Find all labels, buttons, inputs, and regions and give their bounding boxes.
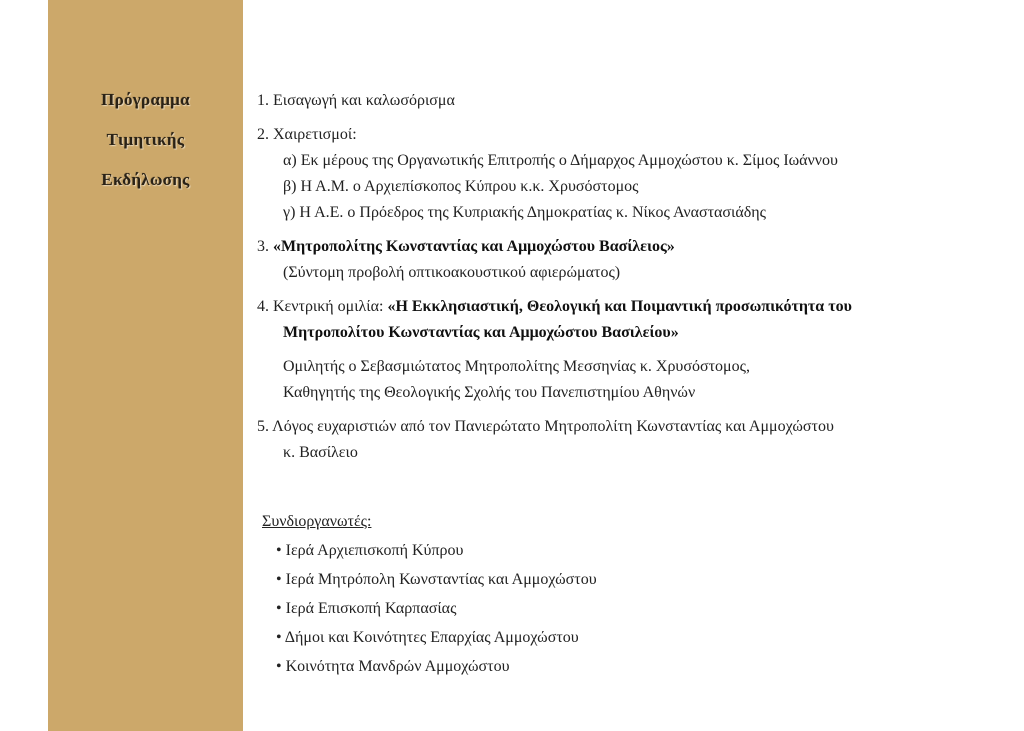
sidebar-title-line-3: Εκδήλωσης bbox=[101, 170, 190, 189]
program-item-2-title: 2. Χαιρετισμοί: bbox=[257, 126, 357, 143]
sidebar-title-line-1: Πρόγραμμα bbox=[101, 90, 190, 109]
organizers-section bbox=[262, 507, 597, 681]
program-item-4-speaker-2: Καθηγητής της Θεολογικής Σχολής του Πανεπιστημίου Αθηνών bbox=[283, 384, 696, 401]
program-item-3 bbox=[257, 234, 997, 286]
sidebar-title bbox=[48, 90, 243, 210]
program-item-4-title-2: Μητροπολίτου Κωνσταντίας και Αμμοχώστου Βασιλείου» bbox=[283, 324, 679, 341]
program-item-2 bbox=[257, 122, 997, 226]
program-item-5-line-2: κ. Βασίλειο bbox=[283, 444, 358, 461]
organizer-item: • Ιερά Επισκοπή Καρπασίας bbox=[276, 594, 597, 623]
greeting-a: α) Εκ μέρους της Οργανωτικής Επιτροπής ο Δήμαρχος Αμμοχώστου κ. Σίμος Ιωάννου bbox=[283, 152, 838, 169]
organizer-item: • Κοινότητα Μανδρών Αμμοχώστου bbox=[276, 652, 597, 681]
program-item-3-note: (Σύντομη προβολή οπτικοακουστικού αφιερώματος) bbox=[283, 264, 621, 281]
program-item-3-title: «Μητροπολίτης Κωνσταντίας και Αμμοχώστου Βασίλειος» bbox=[273, 238, 675, 255]
greeting-b: β) Η Α.Μ. ο Αρχιεπίσκοπος Κύπρου κ.κ. Χρυσόστομος bbox=[283, 178, 639, 195]
program-item-1: 1. Εισαγωγή και καλωσόρισμα bbox=[257, 92, 455, 109]
greeting-c: γ) Η Α.Ε. ο Πρόεδρος της Κυπριακής Δημοκρατίας κ. Νίκος Αναστασιάδης bbox=[283, 204, 766, 221]
organizers-list bbox=[262, 536, 597, 681]
program-list bbox=[257, 88, 997, 474]
program-item-5 bbox=[257, 414, 997, 466]
program-item-4-speaker-1: Ομιλητής ο Σεβασμιώτατος Μητροπολίτης Μεσσηνίας κ. Χρυσόστομος, bbox=[283, 358, 750, 375]
organizer-item: • Ιερά Μητρόπολη Κωνσταντίας και Αμμοχώστου bbox=[276, 565, 597, 594]
organizers-title: Συνδιοργανωτές: bbox=[262, 513, 372, 530]
organizer-item: • Δήμοι και Κοινότητες Επαρχίας Αμμοχώστου bbox=[276, 623, 597, 652]
program-item-4 bbox=[257, 294, 997, 406]
program-item-4-label: 4. Κεντρική ομιλία: bbox=[257, 298, 388, 315]
sidebar-band bbox=[48, 0, 243, 731]
program-item-3-number: 3. bbox=[257, 238, 273, 255]
program-item-4-title-1: «Η Εκκλησιαστική, Θεολογική και Ποιμαντική προσωπικότητα του bbox=[387, 298, 852, 315]
program-item-5-line-1: 5. Λόγος ευχαριστιών από τον Πανιερώτατο Μητροπολίτη Κωνσταντίας και Αμμοχώστου bbox=[257, 418, 834, 435]
sidebar-title-line-2: Τιμητικής bbox=[106, 130, 185, 149]
organizer-item: • Ιερά Αρχιεπισκοπή Κύπρου bbox=[276, 536, 597, 565]
